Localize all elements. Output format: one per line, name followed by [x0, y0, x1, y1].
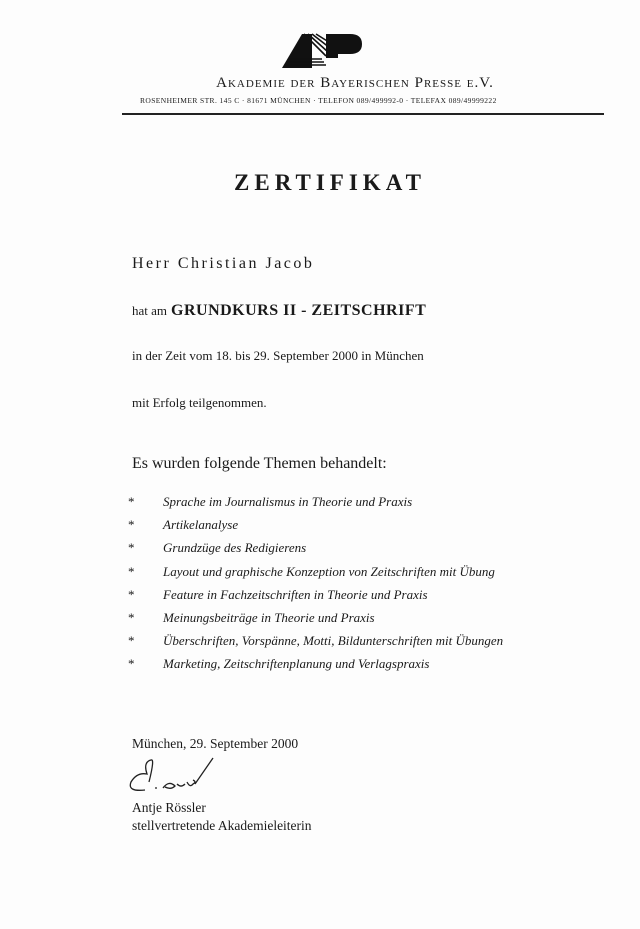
bullet-asterisk: *	[128, 517, 135, 533]
certificate-title: ZERTIFIKAT	[234, 170, 426, 195]
topic-label: Feature in Fachzeitschriften in Theorie und Praxis	[163, 586, 428, 602]
topic-item	[128, 633, 503, 656]
topic-item	[128, 656, 503, 679]
bullet-asterisk: *	[128, 494, 135, 509]
bullet-asterisk: *	[128, 656, 135, 672]
course-line	[132, 302, 426, 320]
bullet-asterisk: *	[128, 540, 135, 556]
topic-item	[128, 494, 503, 517]
signer-role: stellvertretende Akademieleiterin	[132, 818, 312, 833]
header-rule	[122, 113, 604, 115]
topic-label: Meinungsbeiträge in Theorie und Praxis	[163, 609, 375, 625]
topic-item	[128, 564, 503, 587]
topic-item	[128, 610, 503, 633]
topic-label: Überschriften, Vorspänne, Motti, Bildunterschriften mit Übungen	[163, 633, 504, 649]
topic-item	[128, 517, 503, 540]
bullet-asterisk: *	[128, 633, 135, 649]
bullet-asterisk: *	[128, 586, 135, 602]
course-period: in der Zeit vom 18. bis 29. September 2000 in München	[132, 348, 424, 363]
course-prefix: hat am	[132, 303, 168, 318]
topic-item	[128, 587, 503, 610]
success-statement: mit Erfolg teilgenommen.	[132, 395, 267, 410]
bullet-asterisk: *	[128, 609, 135, 625]
abp-logo	[282, 32, 362, 68]
bullet-asterisk: *	[128, 563, 135, 579]
course-name: GRUNDKURS II - ZEITSCHRIFT	[171, 302, 427, 319]
topics-heading: Es wurden folgende Themen behandelt:	[132, 455, 387, 472]
topic-label: Sprache im Journalismus in Theorie und Praxis	[163, 494, 413, 509]
recipient-name: Herr Christian Jacob	[132, 255, 315, 272]
topic-label: Artikelanalyse	[163, 517, 239, 533]
signer-name: Antje Rössler	[132, 800, 206, 815]
topic-item	[128, 540, 503, 563]
organization-name: Akademie der Bayerischen Presse e.V.	[216, 75, 494, 91]
topic-label: Marketing, Zeitschriftenplanung und Verlagspraxis	[163, 656, 430, 672]
signature	[125, 752, 225, 797]
topic-label: Grundzüge des Redigierens	[163, 540, 307, 556]
place-date: München, 29. September 2000	[132, 736, 299, 751]
organization-address: ROSENHEIMER STR. 145 C · 81671 MÜNCHEN · TELEFON 089/499992-0 · TELEFAX 089/49999222	[140, 96, 497, 105]
topic-label: Layout und graphische Konzeption von Zeitschriften mit Übung	[163, 563, 495, 579]
topics-list	[128, 494, 503, 680]
